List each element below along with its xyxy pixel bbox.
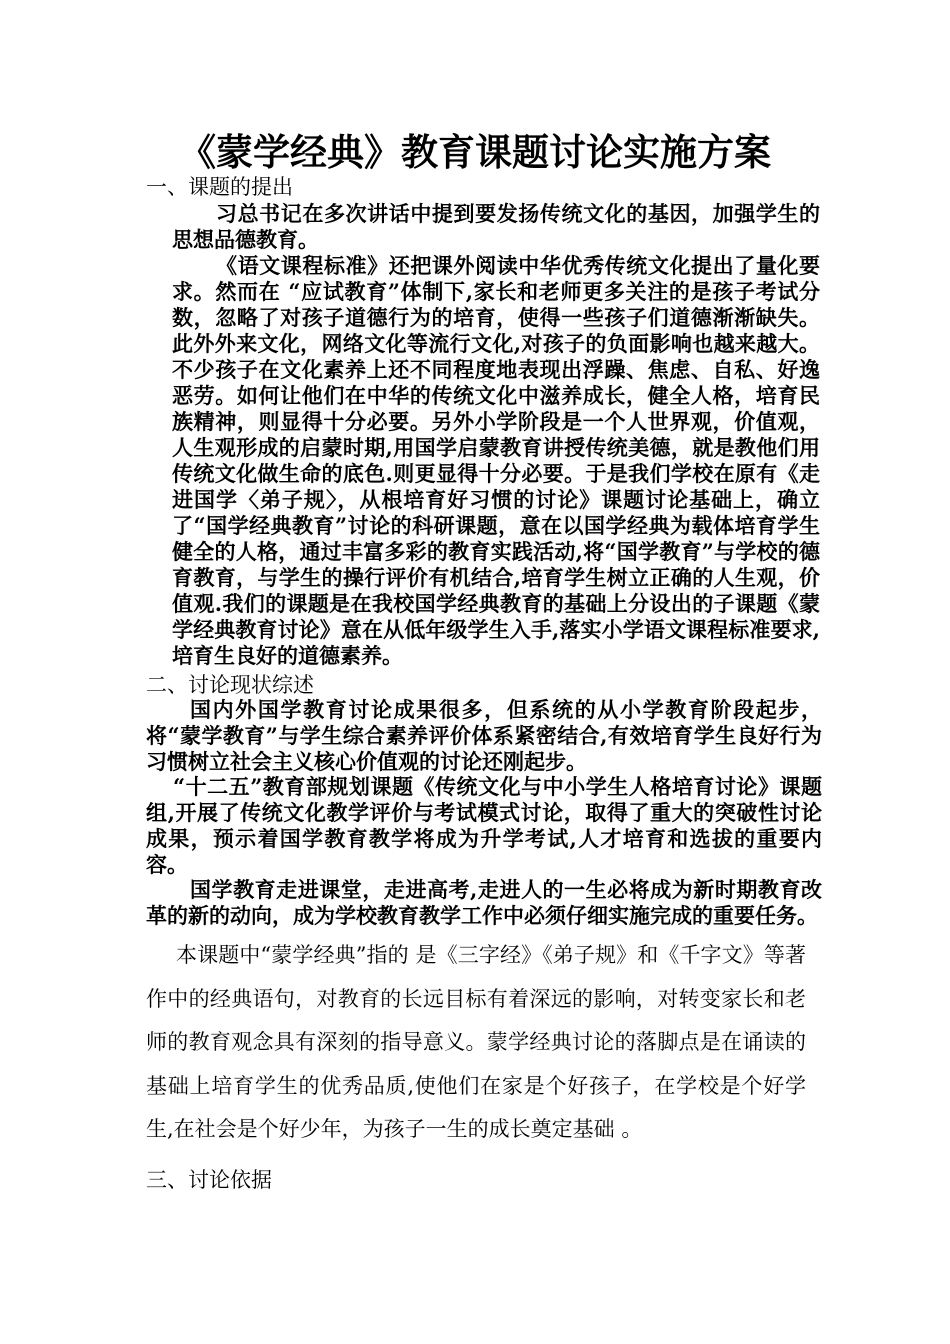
section-heading-1: 一、课题的提出 — [146, 175, 293, 199]
document-title: 《蒙学经典》教育课题讨论实施方案 — [179, 130, 771, 174]
section-2-paragraph-1: 国内外国学教育讨论成果很多，但系统的从小学教育阶段起步，将“蒙学教育”与学生综合素养评价体系紧密结合,有效培育学生良好行为习惯树立社会主义核心价值观的讨论还刚起步。 — [146, 697, 822, 774]
section-1-paragraph-2: 《语文课程标准》还把课外阅读中华优秀传统文化提出了量化要求。然而在 “应试教育”体制下,家长和老师更多关注的是孩子考试分数，忽略了对孩子道德行为的培育，使得一些孩子们道德渐渐缺失。此外外来文化，网络文化等流行文化,对孩子的负面影响也越来越大。不少孩子在文化素养上还不同程度地表现出浮躁、焦虑、自私、好逸恶劳。如何让他们在中华的传统文化中滋养成长，健全人格，培育民族精神，则显得十分必要。另外小学阶段是一个人世界观，价值观，人生观形成的启蒙时期,用国学启蒙教育讲授传统美德，就是教他们用传统文化做生命的底色.则更显得十分必要。于是我们学校在原有《走进国学〈弟子规〉，从根培育好习惯的讨论》课题讨论基础上，确立了“国学经典教育”讨论的科研课题，意在以国学经典为载体培育学生健全的人格，通过丰富多彩的教育实践活动,将“国学教育”与学校的德育教育，与学生的操行评价有机结合,培育学生树立正确的人生观，价值观.我们的课题是在我校国学经典教育的基础上分设出的子课题《蒙学经典教育讨论》意在从低年级学生入手,落实小学语文课程标准要求,培育生良好的道德素养。 — [172, 253, 820, 668]
section-heading-3: 三、讨论依据 — [146, 1168, 272, 1192]
section-2-paragraph-3: 国学教育走进课堂，走进高考,走进人的一生必将成为新时期教育改革的新的动向，成为学校教育教学工作中必须仔细实施完成的重要任务。 — [146, 877, 822, 928]
section-2-paragraph-4: 本课题中“蒙学经典”指的 是《三字经》《弟子规》和《千字文》等著作中的经典语句，对教育的长远目标有着深远的影响，对转变家长和老师的教育观念具有深刻的指导意义。蒙学经典讨论的落脚点是在诵读的基础上培育学生的优秀品质,使他们在家是个好孩子，在学校是个好学生,在社会是个好少年，为孩子一生的成长奠定基础 。 — [146, 943, 806, 1142]
section-2-paragraph-2: “十二五”教育部规划课题《传统文化与中小学生人格培育讨论》课题组,开展了传统文化教学评价与考试模式讨论，取得了重大的突破性讨论成果，预示着国学教育教学将成为升学考试,人才培育和选拔的重要内容。 — [146, 774, 822, 877]
section-heading-2: 二、讨论现状综述 — [146, 673, 314, 697]
section-1-paragraph-1: 习总书记在多次讲话中提到要发扬传统文化的基因，加强学生的思想品德教育。 — [172, 201, 820, 252]
